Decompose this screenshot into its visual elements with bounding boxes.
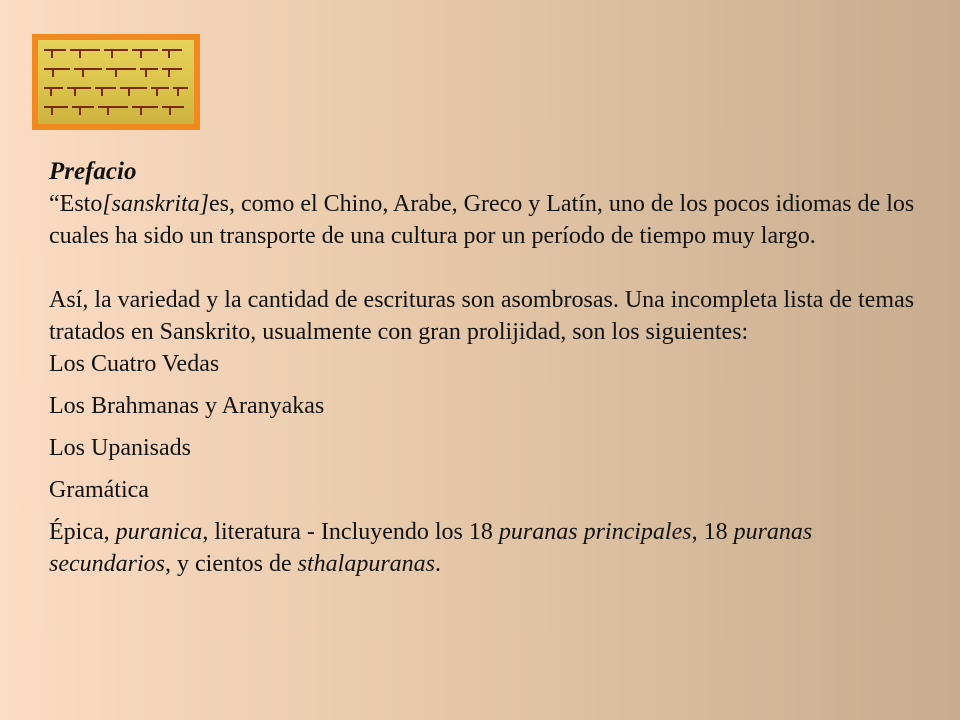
paragraph-intro-part1: Esto (59, 191, 103, 217)
preface-text (49, 156, 929, 580)
sanskrit-manuscript-logo (32, 34, 200, 130)
paragraph-list-intro: Así, la variedad y la cantidad de escrituras son asombrosas. Una incompleta lista de temas tratados en Sanskrito, usualmente con gran prolijidad, son los siguientes: (49, 287, 915, 345)
open-quote: “ (49, 191, 60, 217)
list-item: Los Cuatro Vedas (49, 351, 220, 377)
manuscript-image (38, 40, 194, 124)
list-item: Gramática (49, 477, 149, 503)
page-title: Prefacio (49, 158, 137, 185)
paragraph-intro (49, 188, 929, 252)
list-item: Los Upanisads (49, 435, 191, 461)
list-item: Épica, puranica, literatura - Incluyendo los 18 puranas principales, 18 puranas secundarios, y cientos de sthalapuranas. (49, 519, 813, 577)
paragraph-intro-part3: es, como el Chino, Arabe, Greco y Latín, uno de los pocos idiomas de los cuales ha sido un transporte de una cultura por un período de tiempo muy largo. (49, 191, 915, 249)
paragraph-intro-italic: [sanskrita] (102, 191, 210, 217)
list-item: Los Brahmanas y Aranyakas (49, 393, 325, 419)
